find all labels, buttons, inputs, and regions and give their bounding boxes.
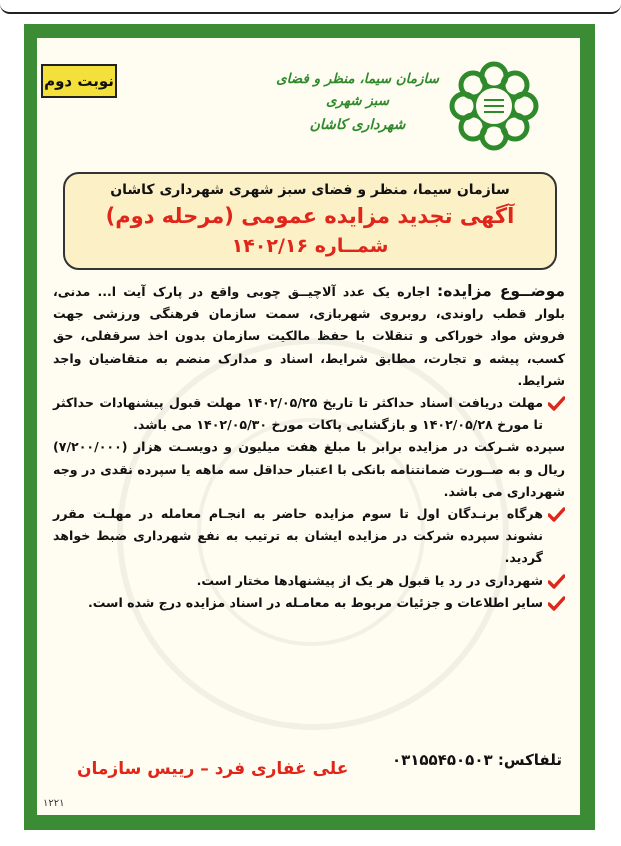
flower-emblem-icon: [448, 60, 540, 152]
announcement-header: [63, 172, 557, 270]
signature: علی غفاری فرد – رییس سازمان: [77, 759, 349, 779]
deposit-paragraph: سپرده شـرکت در مزایده برابر با مبلغ هفت میلیون و دویسـت هزار (۷/۲۰۰/۰۰۰) ریال و به صــورت ضمانتنامه بانکی با اعتبار حداقل سه ماهه یا سپرده نقدی در وجه شهرداری می باشد.: [53, 439, 565, 499]
page-title: آگهی تجدید مزایده عمومی (مرحله دوم): [105, 204, 515, 228]
organization-logo: [276, 60, 540, 160]
list-item: [53, 570, 565, 592]
logo-text: [275, 68, 440, 138]
subject-text: اجاره یک عدد آلاچیــق چوبی واقع در پارک آیت ا... مدنی، بلوار قطب راوندی، روبروی شهربازی، سمت سازمان فرهنگی ورزشی جهت فروش مواد خوراکی و تنقلات با حفظ مالکیت سازمان بدون اخذ سرقفلی، حق کسب، پیشه و تجارت، مطابق شرایط، اسناد و مدارک منضم به متقاضیان واجد شرایط.: [53, 284, 565, 388]
checkmark-icon: [548, 396, 565, 411]
list-item: [53, 503, 565, 570]
logo-municipality: شهرداری کاشان: [309, 117, 406, 133]
forfeit-text: هرگاه برنـدگان اول تا سوم مزایده حاضر به انجـام معامله در مهلـت مقرر نشوند سپرده شرکت در مزایده ایشان به ترتیب به نفع شهرداری ضبط خواهد گردید.: [53, 506, 543, 566]
subject-paragraph: [53, 280, 565, 392]
announcement-body: [53, 280, 565, 614]
logo-org-name: سازمان سیما، منظر و فضای سبز شهری: [276, 71, 439, 109]
more-info-text: سایر اطلاعات و جزئیات مربوط به معامـله در اسناد مزایده درج شده است.: [87, 594, 543, 610]
checkmark-icon: [548, 507, 565, 522]
deadline-text: مهلت دریافت اسناد حداکثر تا تاریخ ۱۴۰۲/۰۵/۲۵ مهلت قبول پیشنهادات حداکثر تا مورخ ۱۴۰۲/۰۵/۲۸ و بازگشایی پاکات مورخ ۱۴۰۲/۰۵/۳۰ می باشد.: [53, 395, 543, 433]
rejection-right-text: شهرداری در رد یا قبول هر یک از پیشنهادها مختار است.: [196, 572, 543, 588]
header-organization: سازمان سیما، منظر و فضای سبز شهری شهرداری کاشان: [110, 182, 510, 198]
checkmark-icon: [548, 574, 565, 589]
fax-number: تلفاکس: ۰۳۱۵۵۴۵۰۵۰۳: [391, 751, 562, 769]
subject-label: موضــوع مزایده:: [437, 282, 566, 300]
list-item: [53, 392, 565, 436]
list-item: [53, 592, 565, 614]
top-border-strip: [0, 0, 621, 14]
announcement-number: شمــاره ۱۴۰۲/۱۶: [231, 235, 389, 257]
ad-code: ۱۲۲۱: [43, 798, 65, 809]
checkmark-icon: [548, 596, 565, 611]
notice-panel: [37, 38, 580, 815]
second-round-badge: نوبت دوم: [41, 64, 117, 98]
footer: [37, 751, 580, 791]
